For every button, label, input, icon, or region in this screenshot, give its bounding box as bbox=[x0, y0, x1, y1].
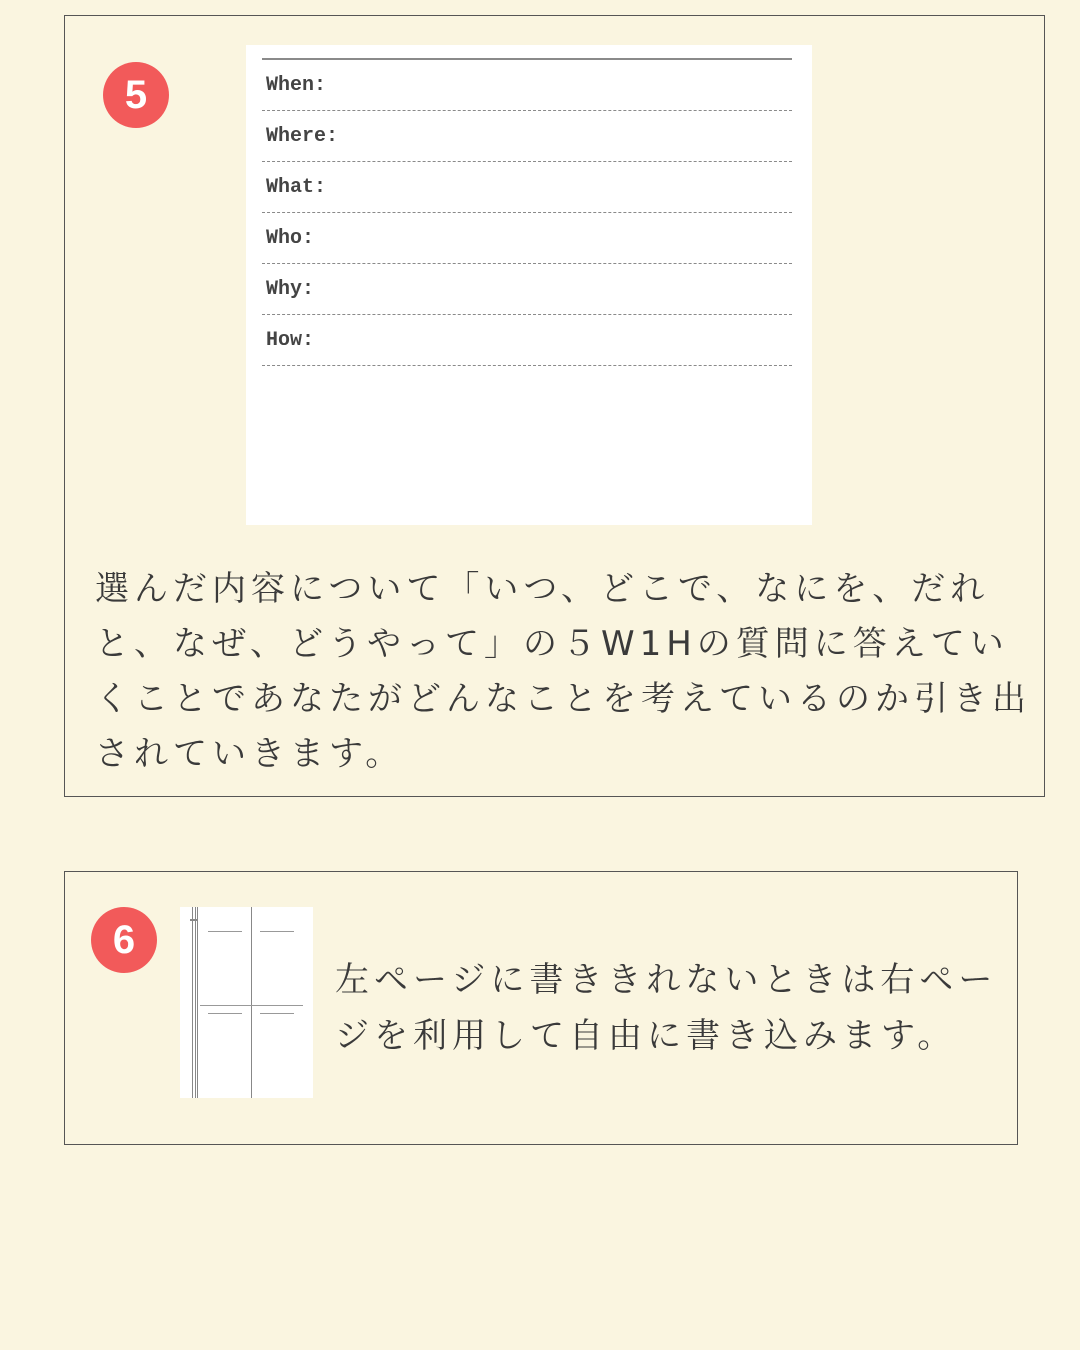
worksheet-row-why bbox=[262, 264, 792, 315]
short-rule bbox=[260, 1013, 294, 1014]
step-5-card bbox=[64, 15, 1045, 797]
worksheet-row-who bbox=[262, 213, 792, 264]
field-label-who: Who: bbox=[266, 227, 315, 250]
field-label-what: What: bbox=[266, 176, 327, 199]
short-rule bbox=[208, 1013, 242, 1014]
worksheet-row-how bbox=[262, 315, 792, 366]
worksheet-row-where bbox=[262, 111, 792, 162]
step-number-badge: 5 bbox=[103, 62, 169, 128]
horizontal-divider-line bbox=[200, 1005, 303, 1006]
margin-line bbox=[195, 907, 196, 1098]
5w1h-worksheet-image bbox=[246, 45, 812, 525]
center-divider-line bbox=[251, 907, 252, 1098]
field-label-where: Where: bbox=[266, 125, 339, 148]
tiny-header-mark bbox=[190, 919, 198, 921]
field-label-why: Why: bbox=[266, 278, 315, 301]
short-rule bbox=[260, 931, 294, 932]
step-6-card bbox=[64, 871, 1018, 1145]
step-6-description: 左ページに書ききれないときは右ページを利用して自由に書き込みます。 bbox=[335, 960, 998, 1056]
short-rule bbox=[208, 931, 242, 932]
margin-line bbox=[192, 907, 193, 1098]
step-number-badge: 6 bbox=[91, 907, 157, 973]
worksheet-row-when bbox=[262, 60, 792, 111]
field-label-how: How: bbox=[266, 329, 315, 352]
step-5-description: 選んだ内容について「いつ、どこで、なにを、だれと、なぜ、どうやって」の５W1Hの質問に答えていくことであなたがどんなことを考えているのか引き出されていきます。 bbox=[95, 569, 1031, 774]
field-label-when: When: bbox=[266, 74, 327, 97]
margin-line bbox=[197, 907, 198, 1098]
right-page-thumbnail bbox=[180, 907, 313, 1098]
worksheet-row-what bbox=[262, 162, 792, 213]
